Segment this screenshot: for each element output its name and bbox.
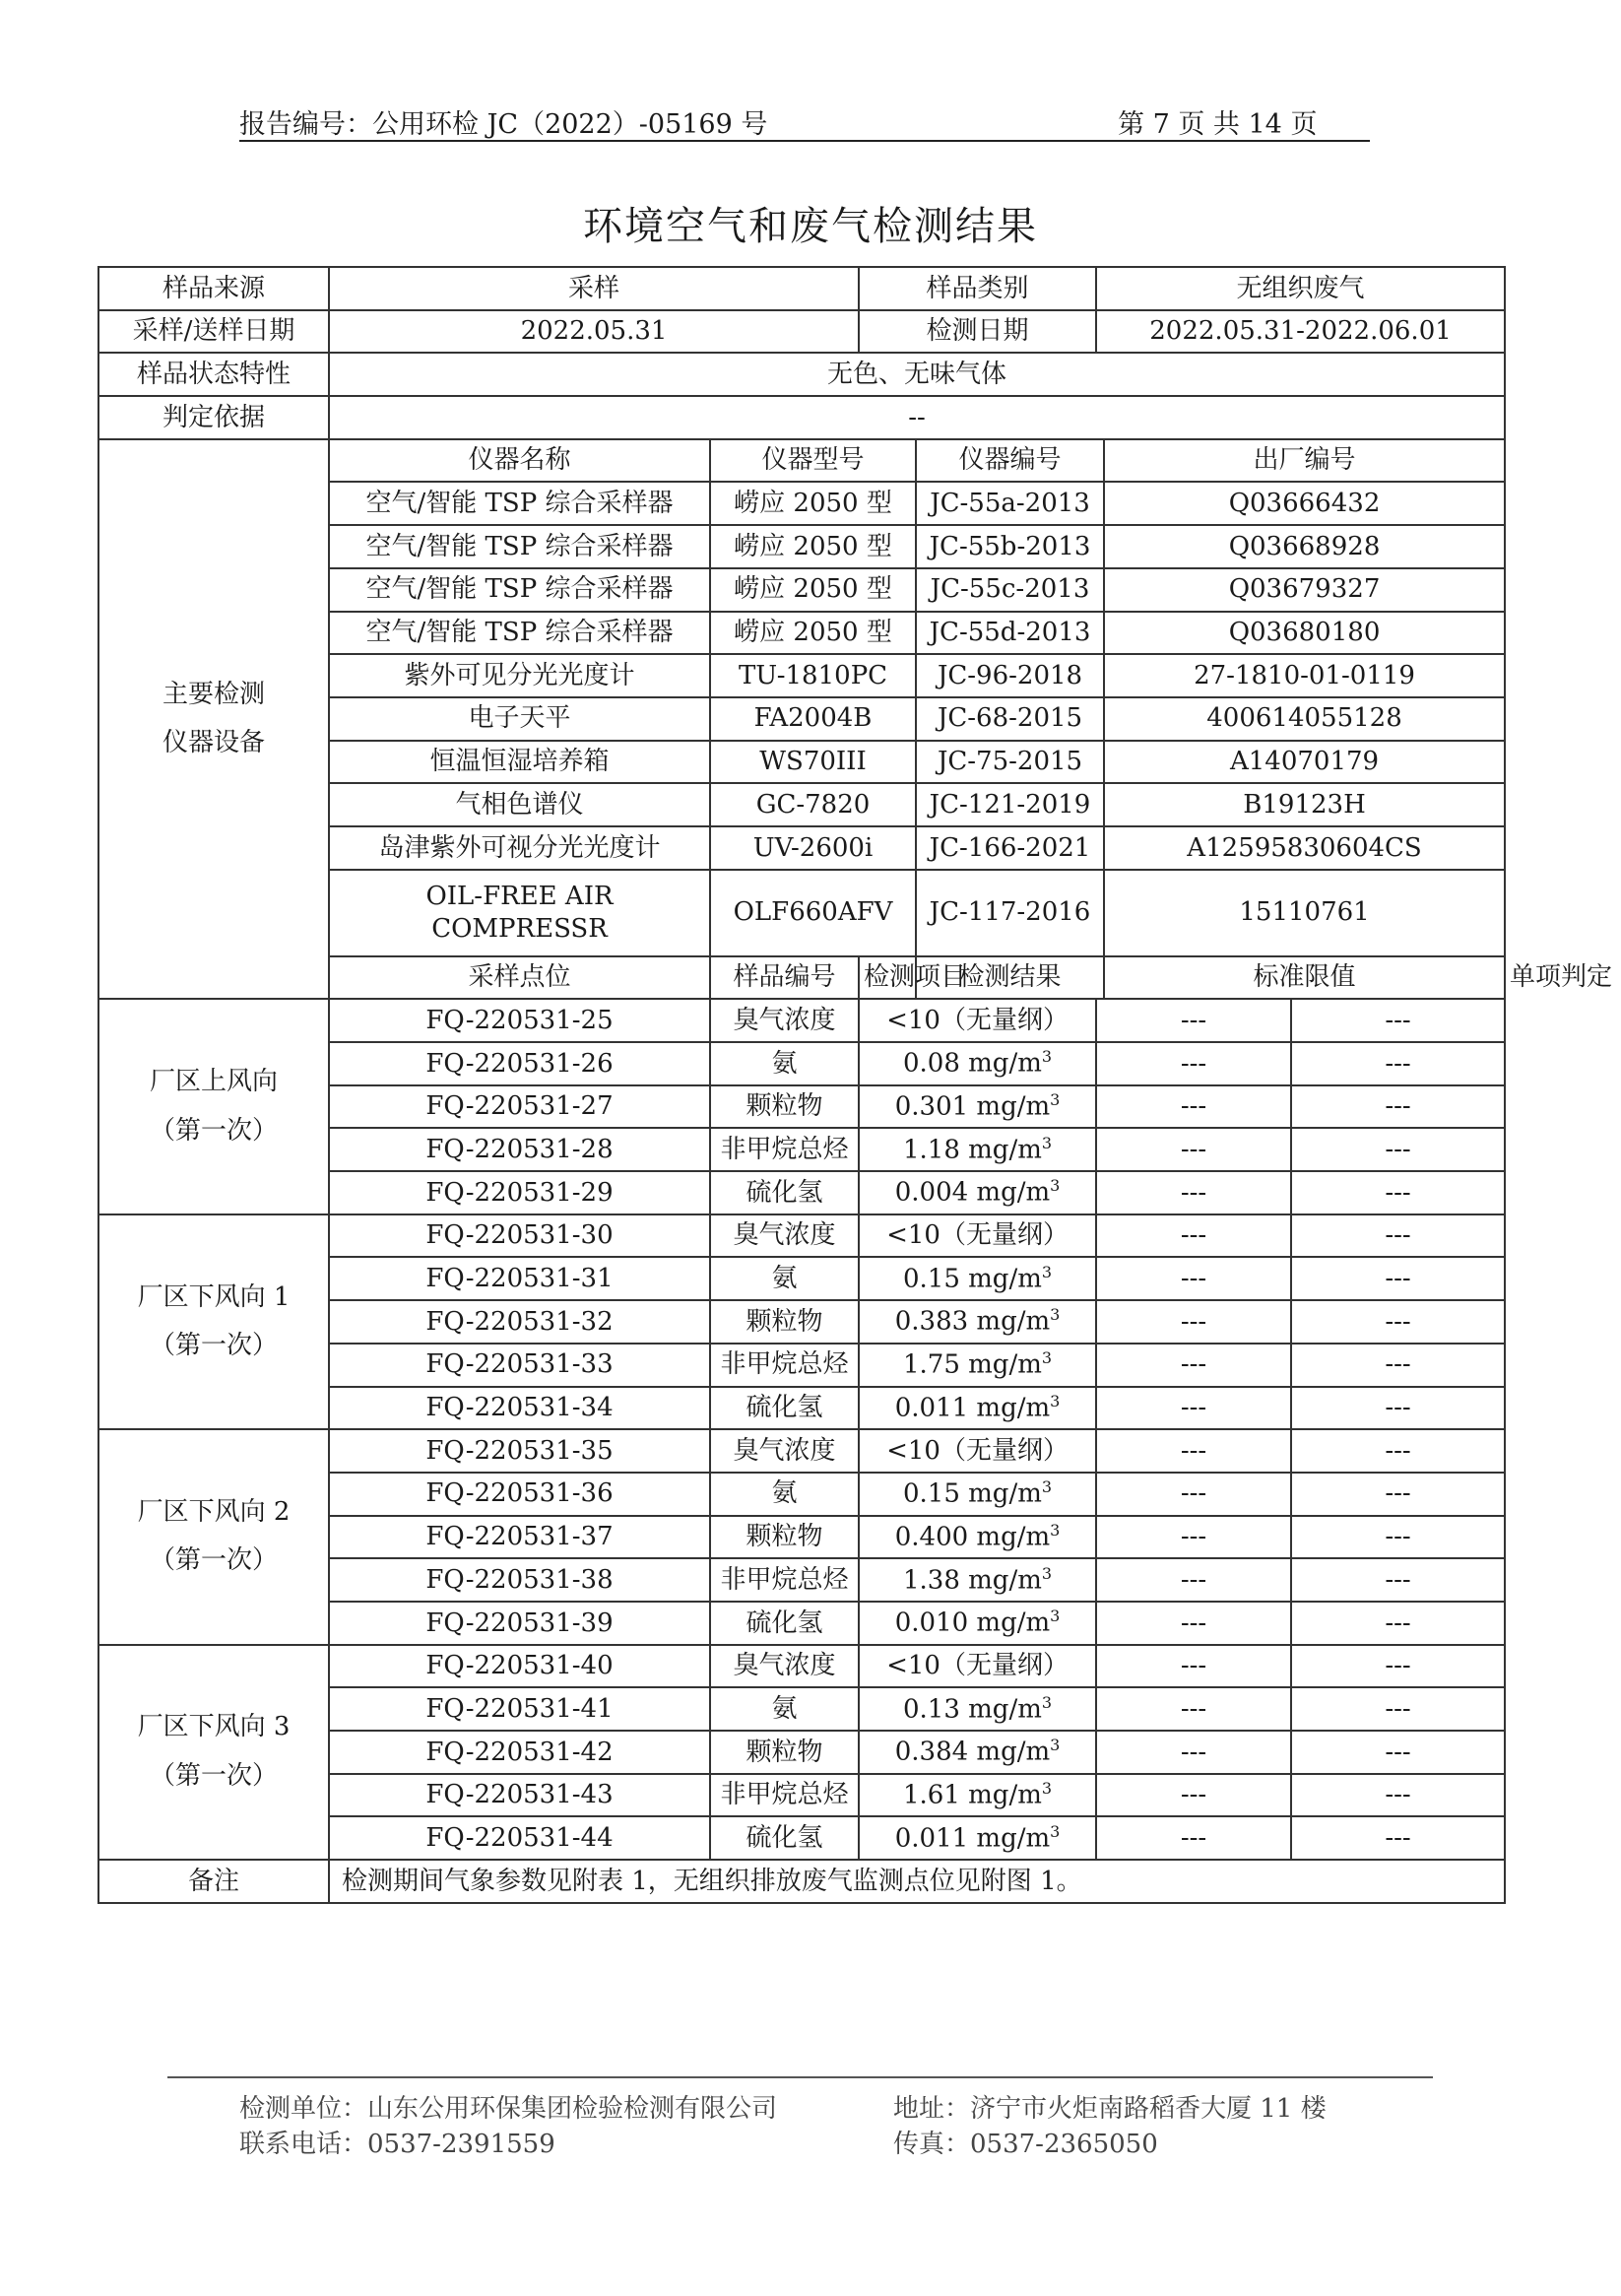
result-unit: mg/m <box>968 1565 1042 1596</box>
result-value: 0.301 <box>894 1091 969 1122</box>
test-result <box>859 1300 1096 1344</box>
standard-limit: --- <box>1096 1516 1291 1559</box>
result-value: <10（无量纲） <box>886 1435 1069 1466</box>
result-unit: mg/m <box>976 1091 1051 1122</box>
test-result <box>859 1602 1096 1645</box>
result-value: 0.383 <box>894 1307 969 1338</box>
equipment-model: 崂应 2050 型 <box>710 525 916 568</box>
equipment-header-no: 仪器编号 <box>916 439 1104 483</box>
location-round: （第一次） <box>149 1115 278 1146</box>
equipment-name: 空气/智能 TSP 综合采样器 <box>329 568 710 612</box>
sample-id: FQ-220531-42 <box>329 1731 710 1774</box>
test-item: 非甲烷总烃 <box>710 1128 859 1171</box>
result-unit: mg/m <box>968 1048 1042 1079</box>
result-row <box>98 1645 1505 1688</box>
judgement: --- <box>1291 1731 1505 1774</box>
judgement: --- <box>1291 1602 1505 1645</box>
sample-id: FQ-220531-29 <box>329 1171 710 1214</box>
judgement: --- <box>1291 1645 1505 1688</box>
test-item: 氨 <box>710 1687 859 1731</box>
equipment-model: 崂应 2050 型 <box>710 482 916 525</box>
result-value: <10（无量纲） <box>886 1651 1069 1681</box>
header-rule <box>239 140 1370 142</box>
state-value: 无色、无味气体 <box>329 353 1505 396</box>
equipment-factory-no: 15110761 <box>1104 870 1505 956</box>
test-result <box>859 1429 1096 1473</box>
result-unit-exponent: 3 <box>1041 1778 1053 1798</box>
location-name: 厂区下风向 3 <box>137 1712 291 1742</box>
test-item: 氨 <box>710 1257 859 1300</box>
location-round: （第一次） <box>149 1760 278 1791</box>
equipment-no: JC-121-2019 <box>916 783 1104 826</box>
result-unit-exponent: 3 <box>1050 1391 1061 1410</box>
equipment-header-model: 仪器型号 <box>710 439 916 483</box>
equipment-model: OLF660AFV <box>710 870 916 956</box>
standard-limit: --- <box>1096 1558 1291 1602</box>
equipment-model: 崂应 2050 型 <box>710 612 916 655</box>
judgement: --- <box>1291 1344 1505 1387</box>
result-row <box>98 999 1505 1042</box>
judgement: --- <box>1291 1300 1505 1344</box>
footer-address: 地址：济宁市火炬南路稻香大厦 11 楼 <box>893 2094 1327 2124</box>
result-unit-exponent: 3 <box>1050 1607 1061 1626</box>
equipment-name: 电子天平 <box>329 697 710 741</box>
result-value: <10（无量纲） <box>886 1220 1069 1251</box>
equipment-name: 紫外可见分光光度计 <box>329 654 710 697</box>
remark-text: 检测期间气象参数见附表 1，无组织排放废气监测点位见附图 1。 <box>329 1860 1505 1903</box>
sample-id: FQ-220531-25 <box>329 999 710 1042</box>
footer-org: 检测单位：山东公用环保集团检验检测有限公司 <box>239 2094 778 2124</box>
result-value: 1.75 <box>902 1349 960 1380</box>
result-unit: mg/m <box>976 1393 1051 1423</box>
result-unit: mg/m <box>968 1264 1042 1294</box>
equipment-model: GC-7820 <box>710 783 916 826</box>
result-unit: mg/m <box>968 1135 1042 1165</box>
sample-id: FQ-220531-40 <box>329 1645 710 1688</box>
judgement: --- <box>1291 1042 1505 1085</box>
info-row-state <box>98 353 1505 396</box>
sample-id: FQ-220531-28 <box>329 1128 710 1171</box>
results-header-value: 检测结果 <box>916 956 1104 1000</box>
info-row-basis <box>98 396 1505 439</box>
basis-label: 判定依据 <box>98 396 329 439</box>
sample-id: FQ-220531-37 <box>329 1516 710 1559</box>
result-unit-exponent: 3 <box>1050 1089 1061 1109</box>
result-unit-exponent: 3 <box>1050 1305 1061 1325</box>
result-unit: mg/m <box>976 1522 1051 1552</box>
sample-id: FQ-220531-33 <box>329 1344 710 1387</box>
judgement: --- <box>1291 1774 1505 1817</box>
equipment-no: JC-68-2015 <box>916 697 1104 741</box>
equipment-factory-no: Q03666432 <box>1104 482 1505 525</box>
result-unit: mg/m <box>968 1780 1042 1810</box>
standard-limit: --- <box>1096 1731 1291 1774</box>
equipment-label-line1: 主要检测 <box>162 679 265 709</box>
test-item: 氨 <box>710 1473 859 1516</box>
result-unit-exponent: 3 <box>1041 1563 1053 1583</box>
remark-row <box>98 1860 1505 1903</box>
test-result <box>859 1516 1096 1559</box>
test-result <box>859 1344 1096 1387</box>
sample-date-label: 采样/送样日期 <box>98 310 329 354</box>
judgement: --- <box>1291 1473 1505 1516</box>
results-header-sample-id: 样品编号 <box>710 956 859 1000</box>
equipment-name: 空气/智能 TSP 综合采样器 <box>329 612 710 655</box>
judgement: --- <box>1291 1816 1505 1860</box>
result-value: 0.400 <box>894 1522 969 1552</box>
test-result <box>859 1558 1096 1602</box>
result-value: 1.38 <box>902 1565 960 1596</box>
result-value: <10（无量纲） <box>886 1005 1069 1035</box>
standard-limit: --- <box>1096 1171 1291 1214</box>
location-name: 厂区下风向 1 <box>137 1281 291 1312</box>
standard-limit: --- <box>1096 1429 1291 1473</box>
equipment-name: 空气/智能 TSP 综合采样器 <box>329 525 710 568</box>
test-item: 颗粒物 <box>710 1731 859 1774</box>
judgement: --- <box>1291 1429 1505 1473</box>
result-unit: mg/m <box>976 1737 1051 1767</box>
footer-rule <box>167 2076 1433 2078</box>
result-row <box>98 1429 1505 1473</box>
test-result <box>859 1042 1096 1085</box>
sample-id: FQ-220531-32 <box>329 1300 710 1344</box>
standard-limit: --- <box>1096 1128 1291 1171</box>
test-result <box>859 1816 1096 1860</box>
result-value: 0.15 <box>902 1264 960 1294</box>
judgement: --- <box>1291 1687 1505 1731</box>
equipment-factory-no: 400614055128 <box>1104 697 1505 741</box>
result-unit-exponent: 3 <box>1041 1477 1053 1497</box>
equipment-no: JC-96-2018 <box>916 654 1104 697</box>
test-item: 臭气浓度 <box>710 1214 859 1258</box>
result-value: 0.004 <box>894 1177 969 1208</box>
result-unit: mg/m <box>968 1694 1042 1725</box>
equipment-model: 崂应 2050 型 <box>710 568 916 612</box>
result-value: 0.13 <box>902 1694 960 1725</box>
judgement: --- <box>1291 1214 1505 1258</box>
sampling-location <box>98 1429 329 1644</box>
standard-limit: --- <box>1096 1387 1291 1430</box>
standard-limit: --- <box>1096 1473 1291 1516</box>
equipment-label-line2: 仪器设备 <box>162 728 265 758</box>
judgement: --- <box>1291 1387 1505 1430</box>
test-date-value: 2022.05.31-2022.06.01 <box>1096 310 1505 354</box>
result-unit-exponent: 3 <box>1050 1176 1061 1196</box>
sample-id: FQ-220531-44 <box>329 1816 710 1860</box>
category-value: 无组织废气 <box>1096 267 1505 310</box>
judgement: --- <box>1291 999 1505 1042</box>
source-value: 采样 <box>329 267 859 310</box>
judgement: --- <box>1291 1558 1505 1602</box>
result-unit: mg/m <box>976 1177 1051 1208</box>
result-unit: mg/m <box>976 1607 1051 1638</box>
equipment-name: 空气/智能 TSP 综合采样器 <box>329 482 710 525</box>
judgement: --- <box>1291 1171 1505 1214</box>
result-unit-exponent: 3 <box>1041 1047 1053 1067</box>
test-item: 颗粒物 <box>710 1516 859 1559</box>
result-unit-exponent: 3 <box>1050 1821 1061 1841</box>
equipment-factory-no: 27-1810-01-0119 <box>1104 654 1505 697</box>
test-result <box>859 1085 1096 1129</box>
results-header-location: 采样点位 <box>329 956 710 1000</box>
equipment-no: JC-55a-2013 <box>916 482 1104 525</box>
result-value: 0.08 <box>902 1048 960 1079</box>
state-label: 样品状态特性 <box>98 353 329 396</box>
result-value: 1.61 <box>902 1780 960 1810</box>
equipment-model: FA2004B <box>710 697 916 741</box>
test-item: 颗粒物 <box>710 1300 859 1344</box>
remark-label: 备注 <box>98 1860 329 1903</box>
page-info: 第 7 页 共 14 页 <box>1118 109 1318 140</box>
equipment-no: JC-55c-2013 <box>916 568 1104 612</box>
sample-id: FQ-220531-34 <box>329 1387 710 1430</box>
location-round: （第一次） <box>149 1330 278 1360</box>
judgement: --- <box>1291 1257 1505 1300</box>
equipment-factory-no: B19123H <box>1104 783 1505 826</box>
result-unit: mg/m <box>968 1478 1042 1509</box>
location-name: 厂区下风向 2 <box>137 1497 291 1528</box>
test-item: 非甲烷总烃 <box>710 1774 859 1817</box>
equipment-header-factory: 出厂编号 <box>1104 439 1505 483</box>
basis-value: -- <box>329 396 1505 439</box>
test-item: 硫化氢 <box>710 1602 859 1645</box>
result-value: 0.011 <box>894 1393 969 1423</box>
page-title: 环境空气和废气检测结果 <box>583 204 1038 249</box>
equipment-no: JC-166-2021 <box>916 826 1104 870</box>
result-unit-exponent: 3 <box>1041 1348 1053 1368</box>
location-round: （第一次） <box>149 1545 278 1576</box>
standard-limit: --- <box>1096 1602 1291 1645</box>
equipment-name-line1: OIL-FREE AIR <box>425 882 614 912</box>
sampling-location <box>98 1214 329 1429</box>
footer-phone: 联系电话：0537-2391559 <box>239 2130 555 2159</box>
test-item: 颗粒物 <box>710 1085 859 1129</box>
result-value: 1.18 <box>902 1135 960 1165</box>
judgement: --- <box>1291 1128 1505 1171</box>
test-result <box>859 1687 1096 1731</box>
test-result <box>859 1171 1096 1214</box>
report-number: 报告编号：公用环检 JC（2022）-05169 号 <box>239 109 768 140</box>
standard-limit: --- <box>1096 1774 1291 1817</box>
equipment-section-label <box>98 439 329 1000</box>
test-result <box>859 999 1096 1042</box>
footer-fax: 传真：0537-2365050 <box>893 2130 1158 2159</box>
sample-id: FQ-220531-43 <box>329 1774 710 1817</box>
test-date-label: 检测日期 <box>859 310 1096 354</box>
standard-limit: --- <box>1096 1257 1291 1300</box>
equipment-factory-no: Q03679327 <box>1104 568 1505 612</box>
result-value: 0.010 <box>894 1607 969 1638</box>
equipment-factory-no: A12595830604CS <box>1104 826 1505 870</box>
results-header-row: 采样点位 样品编号 检测项目 检测结果 标准限值 单项判定 <box>98 956 1505 1000</box>
test-item: 硫化氢 <box>710 1171 859 1214</box>
test-item: 臭气浓度 <box>710 1645 859 1688</box>
result-unit: mg/m <box>968 1349 1042 1380</box>
sample-id: FQ-220531-36 <box>329 1473 710 1516</box>
info-row-dates <box>98 310 1505 354</box>
sample-id: FQ-220531-41 <box>329 1687 710 1731</box>
result-unit-exponent: 3 <box>1041 1692 1053 1712</box>
sample-id: FQ-220531-26 <box>329 1042 710 1085</box>
equipment-name: 气相色谱仪 <box>329 783 710 826</box>
equipment-header-row <box>98 439 1505 483</box>
test-item: 非甲烷总烃 <box>710 1344 859 1387</box>
sample-date-value: 2022.05.31 <box>329 310 859 354</box>
test-result <box>859 1387 1096 1430</box>
equipment-model: WS70III <box>710 741 916 784</box>
test-item: 氨 <box>710 1042 859 1085</box>
location-name: 厂区上风向 <box>149 1067 278 1097</box>
test-result <box>859 1214 1096 1258</box>
test-result <box>859 1645 1096 1688</box>
results-table <box>97 266 1613 1904</box>
results-header-limit: 标准限值 <box>1104 956 1505 1000</box>
sample-id: FQ-220531-31 <box>329 1257 710 1300</box>
equipment-factory-no: Q03668928 <box>1104 525 1505 568</box>
info-row-source <box>98 267 1505 310</box>
judgement: --- <box>1291 1085 1505 1129</box>
equipment-model: UV-2600i <box>710 826 916 870</box>
standard-limit: --- <box>1096 1042 1291 1085</box>
test-result <box>859 1774 1096 1817</box>
category-label: 样品类别 <box>859 267 1096 310</box>
equipment-no: JC-55b-2013 <box>916 525 1104 568</box>
standard-limit: --- <box>1096 999 1291 1042</box>
result-value: 0.011 <box>894 1823 969 1854</box>
sample-id: FQ-220531-35 <box>329 1429 710 1473</box>
equipment-model: TU-1810PC <box>710 654 916 697</box>
test-item: 硫化氢 <box>710 1387 859 1430</box>
test-result <box>859 1128 1096 1171</box>
standard-limit: --- <box>1096 1645 1291 1688</box>
result-unit: mg/m <box>976 1307 1051 1338</box>
equipment-name <box>329 870 710 956</box>
result-unit: mg/m <box>976 1823 1051 1854</box>
results-header-item: 检测项目 <box>859 956 916 1000</box>
sample-id: FQ-220531-27 <box>329 1085 710 1129</box>
result-unit-exponent: 3 <box>1050 1520 1061 1540</box>
standard-limit: --- <box>1096 1687 1291 1731</box>
source-label: 样品来源 <box>98 267 329 310</box>
equipment-factory-no: A14070179 <box>1104 741 1505 784</box>
test-item: 臭气浓度 <box>710 999 859 1042</box>
result-unit-exponent: 3 <box>1041 1262 1053 1281</box>
standard-limit: --- <box>1096 1085 1291 1129</box>
test-item: 臭气浓度 <box>710 1429 859 1473</box>
result-row <box>98 1214 1505 1258</box>
standard-limit: --- <box>1096 1214 1291 1258</box>
equipment-name: 恒温恒湿培养箱 <box>329 741 710 784</box>
equipment-no: JC-75-2015 <box>916 741 1104 784</box>
test-result <box>859 1473 1096 1516</box>
standard-limit: --- <box>1096 1816 1291 1860</box>
result-unit-exponent: 3 <box>1041 1133 1053 1152</box>
equipment-header-name: 仪器名称 <box>329 439 710 483</box>
equipment-no: JC-55d-2013 <box>916 612 1104 655</box>
equipment-name-line2: COMPRESSR <box>431 913 608 944</box>
result-value: 0.15 <box>902 1478 960 1509</box>
result-value: 0.384 <box>894 1737 969 1767</box>
standard-limit: --- <box>1096 1344 1291 1387</box>
sampling-location <box>98 999 329 1214</box>
equipment-factory-no: Q03680180 <box>1104 612 1505 655</box>
test-result <box>859 1731 1096 1774</box>
sample-id: FQ-220531-38 <box>329 1558 710 1602</box>
test-item: 非甲烷总烃 <box>710 1558 859 1602</box>
test-result <box>859 1257 1096 1300</box>
equipment-no: JC-117-2016 <box>916 870 1104 956</box>
sampling-location <box>98 1645 329 1860</box>
sample-id: FQ-220531-39 <box>329 1602 710 1645</box>
standard-limit: --- <box>1096 1300 1291 1344</box>
sample-id: FQ-220531-30 <box>329 1214 710 1258</box>
result-unit-exponent: 3 <box>1050 1736 1061 1755</box>
test-item: 硫化氢 <box>710 1816 859 1860</box>
judgement: --- <box>1291 1516 1505 1559</box>
equipment-name: 岛津紫外可视分光光度计 <box>329 826 710 870</box>
